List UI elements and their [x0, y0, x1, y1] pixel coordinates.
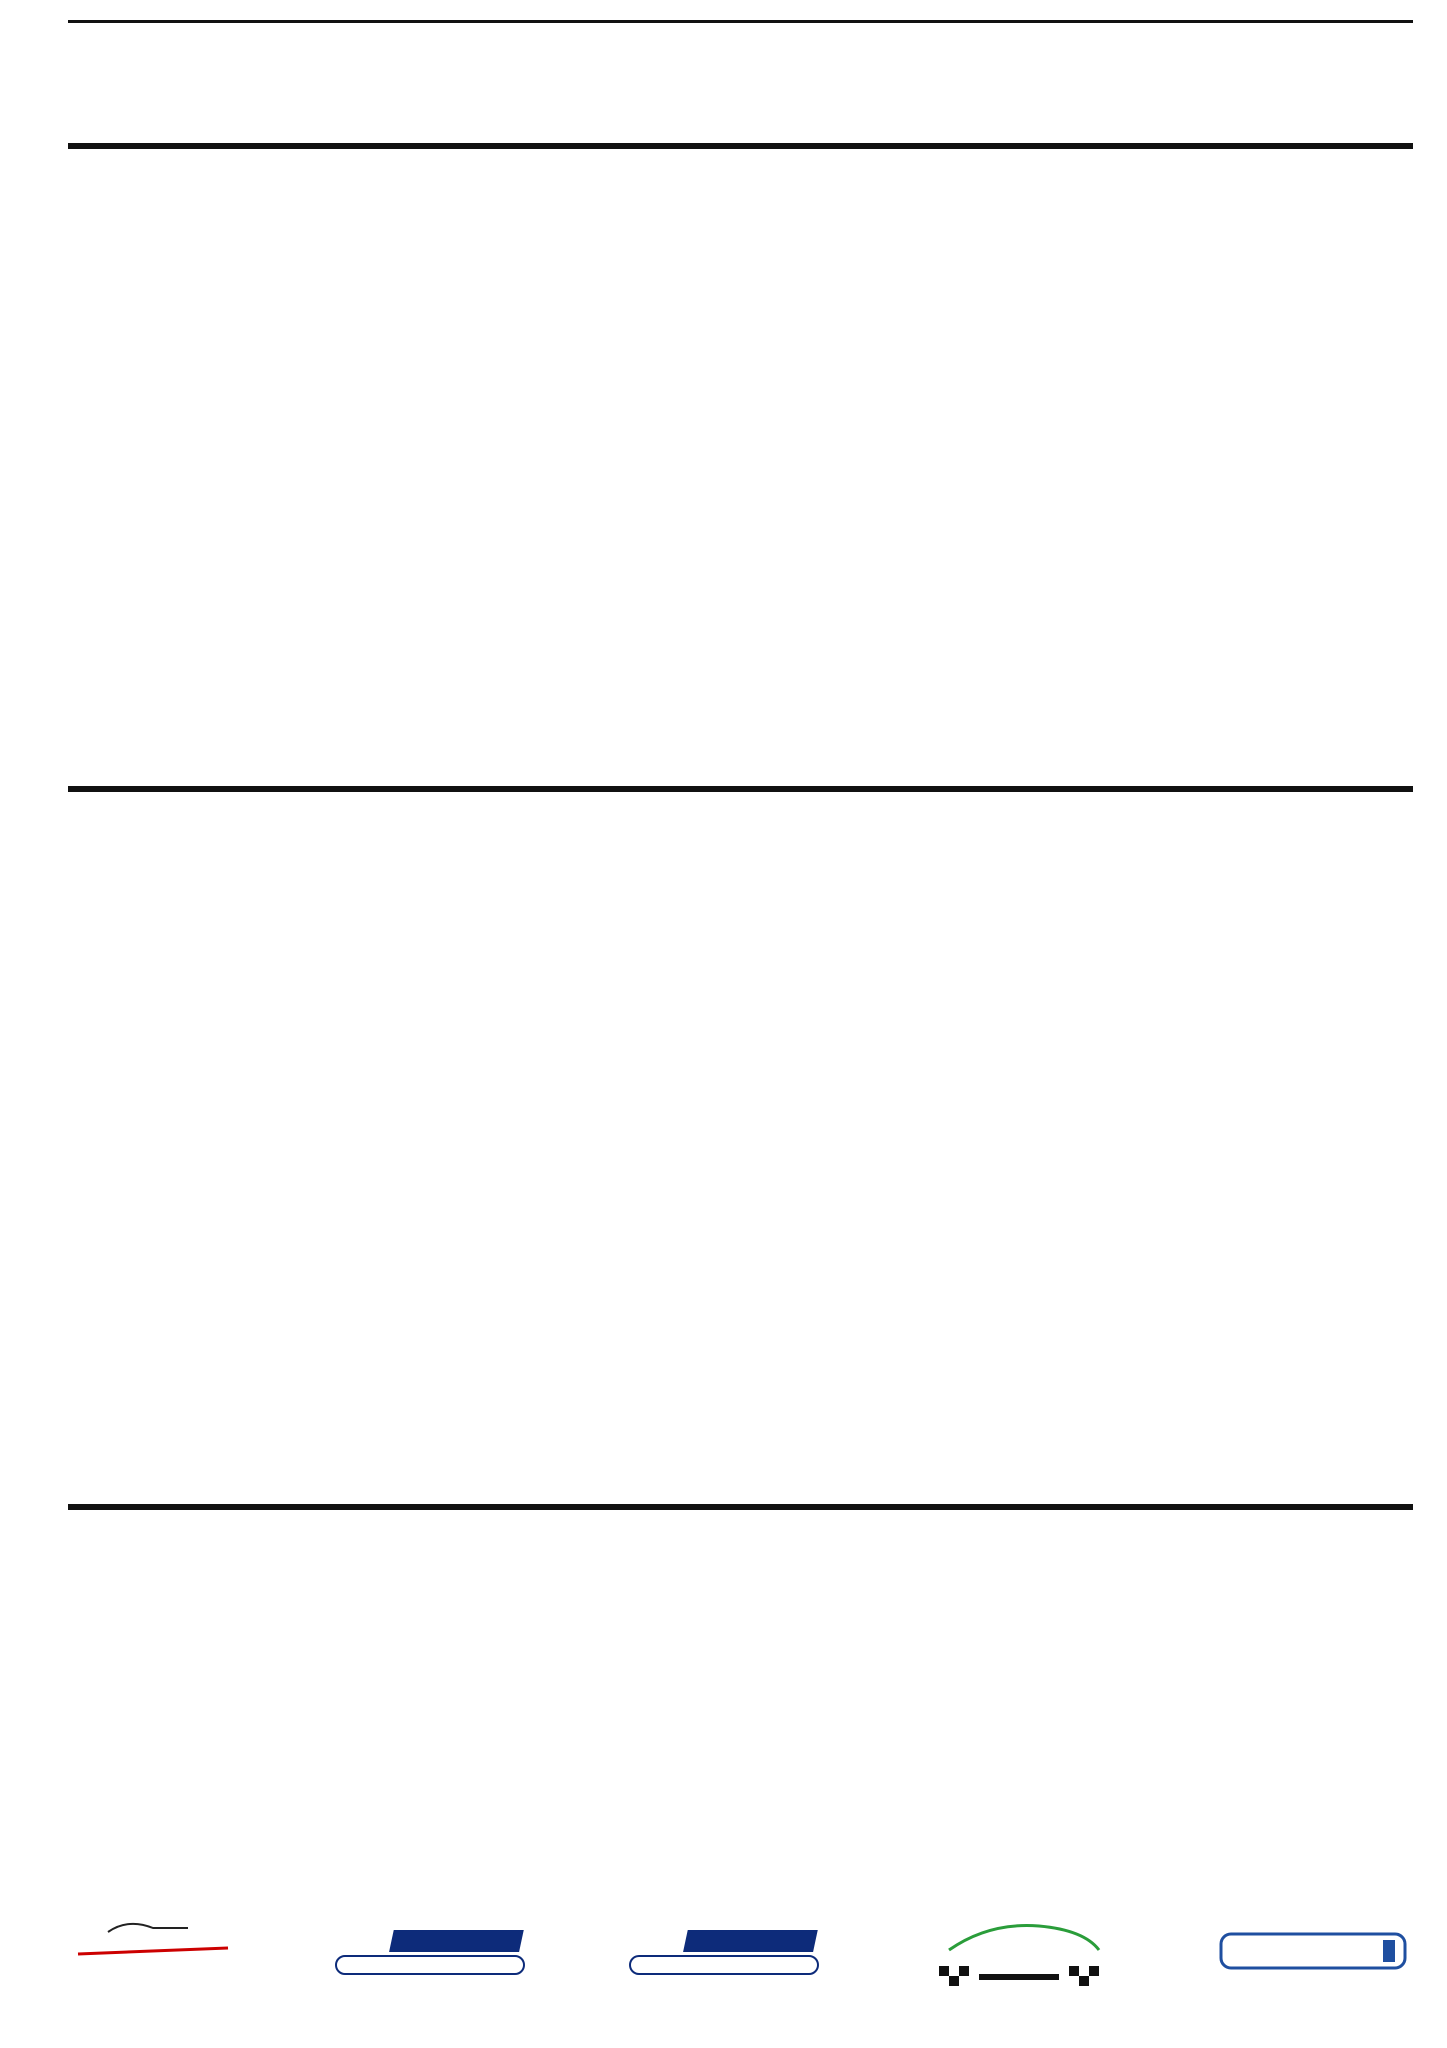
group-fc-table — [68, 143, 1413, 149]
asa-mont-dore-logo — [68, 1910, 238, 1990]
ffsa-vh-montagne-logo — [626, 1910, 826, 1990]
top-continuation-table — [68, 20, 1413, 23]
sport-auto-auvergne-logo — [919, 1910, 1119, 1990]
cfm-challenge-logo — [1213, 1910, 1413, 1990]
ffsa-montagne-logo — [332, 1910, 532, 1990]
sponsor-logos — [68, 1905, 1413, 1995]
group-fn-table — [68, 1504, 1413, 1510]
group-f2000-table — [68, 786, 1413, 792]
